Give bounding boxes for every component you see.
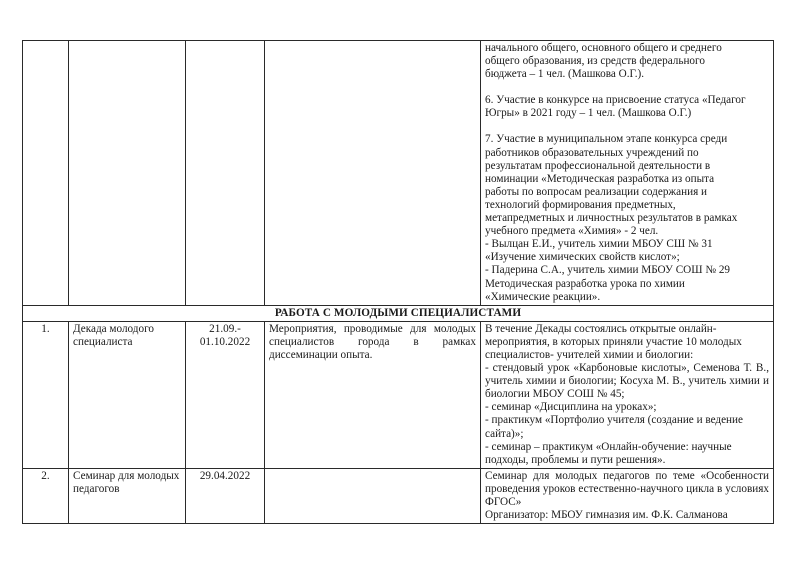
result-item: - семинар «Дисциплина на уроках»; <box>485 401 657 414</box>
result-item: - семинар – практикум «Онлайн-обучение: научные подходы, проблемы и пути решения». <box>485 440 732 466</box>
cell-event-name <box>69 41 186 306</box>
result-item-7: технологий формирования предметных, <box>485 198 676 211</box>
result-item-7: 7. Участие в муниципальном этапе конкурса среди <box>485 133 728 146</box>
cell-results <box>481 321 774 468</box>
cell-results <box>481 468 774 523</box>
result-item-7: учебного предмета «Химия» - 2 чел. <box>485 225 659 238</box>
date-line: 01.10.2022 <box>199 335 251 348</box>
cell-num: 1. <box>23 321 69 468</box>
result-item-7: - Падерина С.А., учитель химии МБОУ СОШ № 29 <box>485 264 731 277</box>
result-item: - практикум «Портфолио учителя (создание и ведение сайта)»; <box>485 414 743 440</box>
section-title: РАБОТА С МОЛОДЫМИ СПЕЦИАЛИСТАМИ <box>23 305 774 321</box>
result-item-7: работников образовательных учреждений по <box>485 146 699 159</box>
result-item-7: метапредметных и личностных результатов в рамках <box>485 212 738 225</box>
cell-results <box>481 41 774 306</box>
result-line: начального общего, основного общего и среднего <box>485 42 722 54</box>
cell-num <box>23 41 69 306</box>
cell-description: Мероприятия, проводимые для молодых специалистов города в рамках диссеминации опыта. <box>265 321 481 468</box>
section-header-row <box>23 305 774 321</box>
result-item: Семинар для молодых педагогов по теме «Особенности проведения уроков естественно-научного цикла в условиях ФГОС» <box>485 469 769 508</box>
result-item-7: номинации «Методическая разработка из опыта <box>485 172 715 185</box>
table-row <box>23 321 774 468</box>
result-item-7: Методическая разработка урока по химии <box>485 277 685 290</box>
result-item-7: результатам профессиональной деятельности в <box>485 159 711 172</box>
cell-num: 2. <box>23 468 69 523</box>
cell-date <box>186 468 265 523</box>
table-row <box>23 468 774 523</box>
result-line: специалистов- учителей химии и биологии: <box>485 348 694 361</box>
cell-event-name: Семинар для молодых педагогов <box>69 468 186 523</box>
date-line: 29.04.2022 <box>199 469 251 482</box>
date-line: 21.09.- <box>209 322 241 335</box>
cell-date <box>186 41 265 306</box>
result-item-6: 6. Участие в конкурсе на присвоение статуса «Педагог <box>485 94 746 107</box>
result-line: В течение Декады состоялись открытые онлайн- <box>485 322 717 335</box>
result-line: мероприятия, в которых приняли участие 10 молодых <box>485 335 742 348</box>
result-line: бюджета – 1 чел. (Машкова О.Г.). <box>485 68 645 81</box>
activities-table <box>22 40 774 524</box>
result-item-7: - Вылцан Е.И., учитель химии МБОУ СШ № 31 <box>485 238 713 251</box>
result-item: - стендовый урок «Карбоновые кислоты», Семенова Т. В., учитель химии и биологии; Косуха М. В., учитель химии и биологии МБОУ СОШ № 45; <box>485 362 769 401</box>
result-item-7: «Изучение химических свойств кислот»; <box>485 251 680 264</box>
result-item-6: Югры» в 2021 году – 1 чел. (Машкова О.Г.) <box>485 107 692 120</box>
cell-date <box>186 321 265 468</box>
result-item-7: «Химические реакции». <box>485 290 601 303</box>
cell-event-name: Декада молодого специалиста <box>69 321 186 468</box>
result-organizer: Организатор: МБОУ гимназия им. Ф.К. Салманова <box>485 509 728 522</box>
result-line: общего образования, из средств федерального <box>485 55 705 68</box>
table-row-continued <box>23 41 774 306</box>
cell-description <box>265 41 481 306</box>
result-item-7: работы по вопросам реализации содержания и <box>485 185 708 198</box>
cell-description <box>265 468 481 523</box>
